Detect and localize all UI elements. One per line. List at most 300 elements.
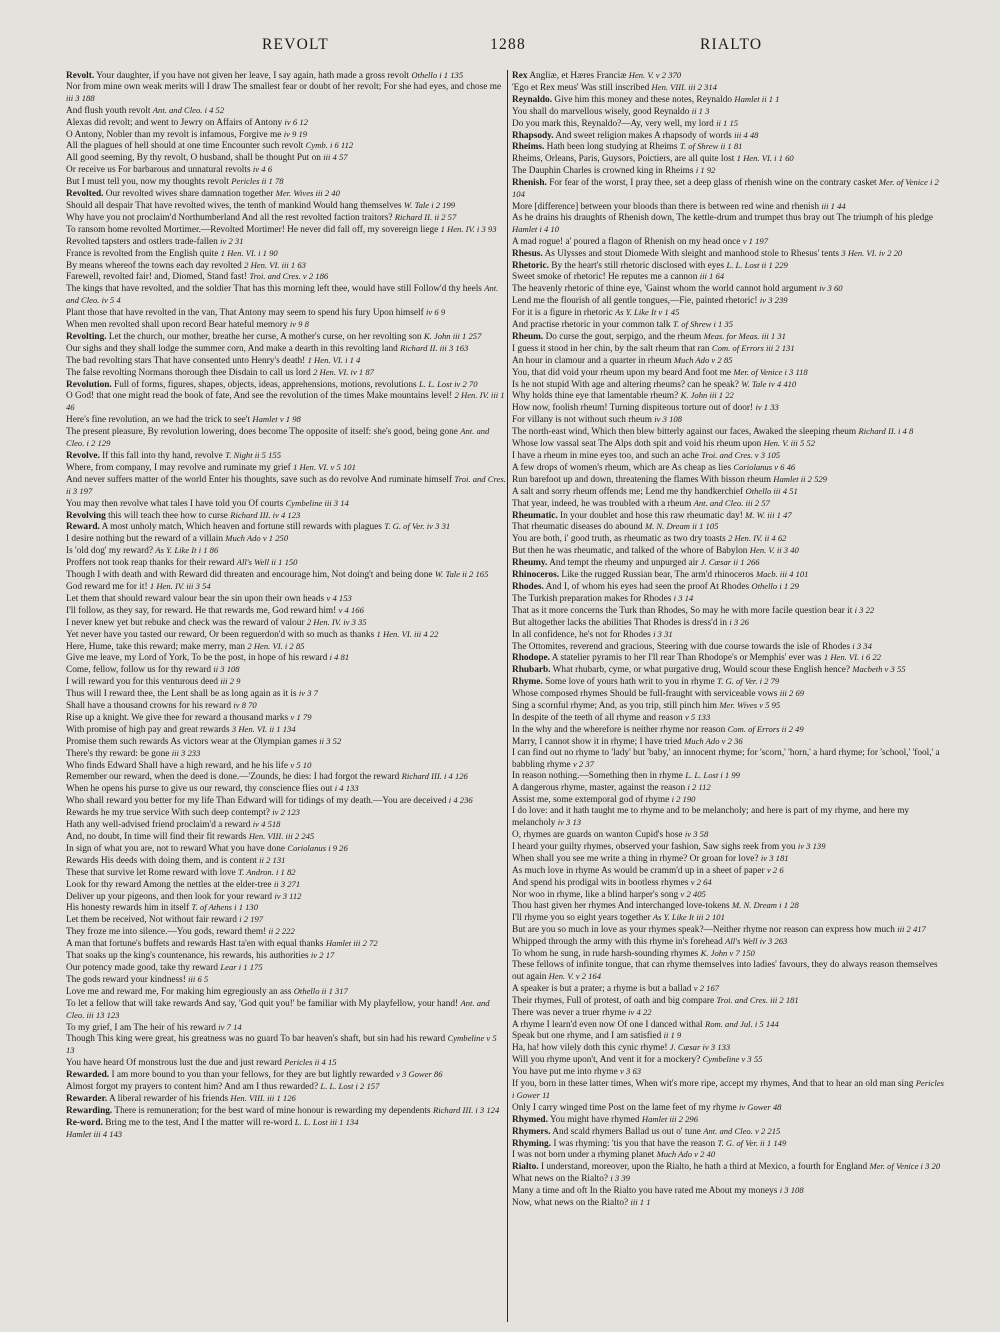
quotation-text: Remember our reward, when the deed is done.—'Zounds, he dies: I had forgot the reward [66,772,400,783]
headword: Revolted. [66,189,104,200]
quotation-entry [512,724,948,736]
play-reference: Macb. iii 4 101 [755,569,809,580]
quotation-entry [512,960,948,983]
quotation-entry [66,1033,506,1057]
play-reference: Hen. VIII. iii 2 245 [248,831,315,841]
headword-entry [66,510,506,522]
headword-entry [512,1138,948,1150]
running-head-right: RIALTO [700,36,763,53]
play-reference: All's Well ii 1 150 [236,557,298,568]
quotation-entry [66,343,506,355]
play-reference: All's Well iv 3 263 [725,936,788,947]
quotation-entry [512,1185,948,1197]
quotation-entry [66,688,506,700]
quotation-text: If this fall into thy hand, revolve [102,451,223,461]
play-reference: Troi. and Cres. ii 3 197 [66,473,506,496]
play-reference: Cymbeline iii 3 14 [285,497,349,508]
headword: Revolving [66,510,106,521]
quotation-text: Here's fine revolution, an we had the trick to see't [66,415,251,426]
play-reference: Hen. V. v 2 370 [628,70,682,80]
quotation-text: I will reward you for this venturous deed [66,677,219,688]
quotation-text: Assist me, some extemporal god of rhyme [512,795,670,806]
quotation-entry [66,248,506,260]
play-reference: Much Ado v 1 250 [225,533,289,544]
play-reference: ii 1 9 [663,1030,682,1041]
quotation-text: There's thy reward: be gone [66,748,170,759]
quotation-text: A rhyme I learn'd even now Of one I danced withal [512,1019,703,1030]
quotation-text: As much love in rhyme As would be cramm'd up in a sheet of paper [512,865,765,876]
play-reference: 2 Hen. VI. i 2 85 [247,640,305,651]
quotation-entry [66,307,506,319]
quotation-entry [512,307,948,319]
quotation-text: Let the church, our mother, breathe her curse, A mother's curse, on her revolting son [108,331,422,342]
quotation-text: Your daughter, if you have not given her leave, I say again, hath made a gross revolt [96,71,410,81]
play-reference: iii 3 188 [66,92,95,103]
quotation-text: A mad rogue! a' poured a flagon of Rhenish on my head once [512,236,741,247]
quotation-entry [66,129,506,141]
quotation-text: What rhubarb, cyme, or what purgative drug, Would scour these English hence? [552,665,851,676]
quotation-text: That year, indeed, he was troubled with a rheum [512,498,692,509]
play-reference: iv 7 14 [218,1021,242,1032]
quotation-entry [512,853,948,865]
quotation-text: Now, what news on the Rialto? [512,1198,629,1209]
quotation-text: And sweet religion makes A rhapsody of words [555,130,732,141]
quotation-entry [512,770,948,782]
play-reference: 2 Hen. IV. ii 4 62 [728,533,787,544]
play-reference: i 3 26 [729,616,749,627]
play-reference: 3 Hen. VI. iv 2 20 [841,247,903,258]
headword: Reynaldo. [512,94,553,105]
headword: Revolt. [66,71,95,81]
play-reference: Ant. and Cleo. iv 5 4 [66,283,499,306]
quotation-text: And spend his prodigal wits in bootless rhymes [512,877,689,888]
quotation-text: Our revolted wives share damnation together [105,189,274,200]
headword: Rhymers. [512,1126,551,1137]
play-reference: v 5 133 [684,711,711,722]
headword: Rhenish. [512,178,547,189]
quotation-text: Is 'old dog' my reward? [66,546,153,557]
play-reference: Mer. Wives iii 2 40 [275,188,340,199]
quotation-entry [66,617,506,629]
quotation-entry [512,462,948,474]
quotation-text: Lend me the flourish of all gentle tongues,—Fie, painted rhetoric! [512,296,758,307]
play-reference: W. Tale iv 4 410 [741,378,797,389]
headword: Rhubarb. [512,665,551,676]
quotation-entry [512,1066,948,1078]
play-reference: Ant. and Cleo. v 2 215 [703,1125,781,1136]
quotation-entry [512,877,948,889]
quotation-text: Almost forgot my prayers to content him? And am I thus rewarded? [66,1082,319,1093]
play-reference: Com. of Errors ii 2 49 [727,723,804,734]
play-reference: iv 3 181 [760,852,789,863]
play-reference: i 3 31 [653,628,673,639]
quotation-entry [66,283,506,307]
play-reference: i 4 236 [448,795,473,806]
quotation-entry [66,879,506,891]
quotation-text: Give me leave, my Lord of York, To be the post, in hope of his reward [66,653,328,664]
play-reference: Pericles i Gower 11 [512,1078,944,1100]
headword: Revolting. [66,331,107,342]
quotation-entry [512,782,948,794]
play-reference: Ant. and Cleo. i 2 129 [66,426,490,449]
play-reference: Hen. V. iii 5 52 [763,438,816,449]
headword-entry [512,94,948,106]
play-reference: Mer. of Venice i 3 118 [733,366,808,377]
headword: Rhodope. [512,653,550,664]
quotation-text: Plant those that have revolted in the van, That Antony may seem to spend his fury Upon himself [66,308,424,319]
quotation-entry [512,283,948,295]
quotation-text: The Ottomites, reverend and gracious, Steering with due course towards the isle of Rhodes [512,641,850,652]
play-reference: Richard II. i 4 8 [858,426,914,437]
quotation-entry [512,912,948,924]
headword: Rheumy. [512,558,548,569]
play-reference: Cymbeline v 3 55 [702,1054,763,1065]
play-reference: v 4 166 [338,604,364,615]
quotation-entry [512,367,948,379]
play-reference: J. Cæsar ii 1 266 [700,557,760,568]
quotation-entry [66,641,506,653]
quotation-text: That as it more concerns the Turk than Rhodes, So may he with more facile question bear it [512,605,853,616]
quotation-entry [512,379,948,391]
quotation-entry [512,889,948,901]
headword-entry [512,141,948,153]
play-reference: L. L. Lost iii 1 134 [294,1116,359,1127]
headword-entry [512,248,948,260]
quotation-text: There was never a truer rhyme [512,1007,626,1018]
play-reference: As Y. Like It iii 2 101 [652,912,725,923]
play-reference: i 2 112 [687,782,711,793]
quotation-entry [66,712,506,724]
play-reference: 1 Hen. VI. i 6 22 [823,652,881,663]
quotation-text: Come, fellow, follow us for thy reward [66,665,212,676]
headword: Rheumatic. [512,510,558,521]
quotation-text: But are you so much in love as your rhymes speak?—Neither rhyme nor reason can express how much [512,925,895,936]
quotation-text: You may then revolve what tales I have told you Of courts [66,498,284,509]
play-reference: v 1 197 [742,235,768,246]
column-divider [507,70,508,1322]
quotation-entry [66,462,506,474]
quotation-text: I was rhyming: 'tis you that have the reason [553,1138,716,1149]
quotation-text: A statelier pyramis to her I'll rear Than Rhodope's or Memphis' ever was [551,653,822,664]
quotation-entry [512,426,948,438]
quotation-text: Rheims, Orleans, Paris, Guysors, Poictiers, are all quite lost [512,154,735,165]
quotation-text: 'Ego et Rex meus' Was still inscribed [512,82,650,93]
play-reference: ii 3 52 [319,735,342,746]
quotation-entry [512,688,948,700]
play-reference: v 4 153 [326,592,352,603]
play-reference: Hamlet ii 2 529 [773,473,827,484]
quotation-text: Thus will I reward thee, the Lent shall be as long again as it is [66,689,297,700]
quotation-text: Their rhymes, Full of protest, of oath and big compare [512,995,715,1006]
headword-entry [66,1093,506,1105]
quotation-entry [66,855,506,867]
quotation-text: Promise them such rewards As victors wear at the Olympian games [66,736,317,747]
quotation-entry [66,783,506,795]
quotation-entry [512,1173,948,1185]
quotation-entry [66,1081,506,1093]
play-reference: Othello i 1 135 [411,70,464,80]
play-reference: Hen. VIII. iii 1 126 [230,1092,296,1103]
play-reference: iv 9 19 [283,128,308,139]
quotation-text: Love me and reward me, For making him egregiously an ass [66,986,292,997]
quotation-entry [66,164,506,176]
quotation-entry [512,1078,948,1102]
headword: Rhinoceros. [512,570,560,581]
quotation-text: In reason nothing.—Something then in rhyme [512,771,683,782]
quotation-text: Let them that should reward valour bear the sin upon their own heads [66,593,325,604]
quotation-text: The Turkish preparation makes for Rhodes [512,593,672,604]
play-reference: Much Ado v 2 85 [673,354,733,365]
quotation-entry [66,581,506,593]
quotation-entry [66,1022,506,1034]
headword: Rewarded. [66,1070,110,1081]
play-reference: Hamlet ii 1 1 [734,93,780,104]
quotation-text: Who finds Edward Shall have a high reward, and he his life [66,760,289,771]
quotation-text: Whose composed rhymes Should be full-fraught with serviceable vows [512,689,778,700]
quotation-text: I was not born under a rhyming planet [512,1150,655,1161]
quotation-text: I can find out no rhyme to 'lady' but 'baby,' an innocent rhyme; for 'scorn,' 'horn,' a hard rhyme; for 'school,' 'fool,' a babbling rhyme [512,747,940,770]
headword: Rhesus. [512,248,543,259]
quotation-entry [512,617,948,629]
quotation-text: And flush youth revolt [66,105,151,116]
quotation-text: The false revolting Normans thorough thee Disdain to call us lord [66,367,311,378]
quotation-text: Sing a scornful rhyme; And, as you trip, still pinch him [512,701,718,712]
play-reference: i 3 34 [852,640,872,651]
quotation-entry [66,533,506,545]
quotation-entry [512,924,948,936]
quotation-text: God reward me for it! [66,581,148,592]
quotation-entry [66,950,506,962]
quotation-text: Who shall reward you better for my life Than Edward will for tidings of my death.—You are deceived [66,796,447,807]
headword-entry [66,188,506,200]
quotation-entry [66,426,506,450]
quotation-entry [512,165,948,177]
play-reference: iii 6 5 [188,973,209,984]
headword: Reward. [66,522,100,533]
headword-entry [512,260,948,272]
quotation-text: They froze me into silence.—You gods, reward them! [66,927,267,938]
play-reference: iv 4 6 [252,164,273,175]
headword-entry [66,331,506,343]
headword-entry [512,652,948,664]
quotation-text: With promise of high pay and great rewards [66,724,230,735]
quotation-entry [512,1019,948,1031]
quotation-text: O, rhymes are guards on wanton Cupid's hose [512,830,683,840]
headword: Rewarder. [66,1093,108,1104]
quotation-text: I am more bound to you than your fellows, for they are but lightly rewarded [111,1070,394,1081]
quotation-text: Rise up a knight. We give thee for reward a thousand marks [66,712,289,723]
headword: Re-word. [66,1117,103,1128]
play-reference: Rom. and Jul. i 5 144 [704,1018,779,1029]
quotation-text: Though This king were great, his greatness was no guard To bar heaven's shaft, but sin had his reward [66,1034,446,1045]
play-reference: 1 Hen. VI. i 1 60 [736,153,794,164]
play-reference: ii 3 108 [213,664,240,675]
quotation-entry [512,1054,948,1066]
play-reference: iv 1 33 [755,402,779,413]
quotation-entry [512,736,948,748]
quotation-text: Look for thy reward Among the nettles at the elder-tree [66,879,272,890]
play-reference: T. Andron. i 1 82 [237,866,296,877]
quotation-entry [66,82,506,105]
quotation-text: Where, from company, I may revolve and ruminate my grief [66,462,291,473]
headword: Rewarding. [66,1105,113,1116]
headword: Rhyming. [512,1138,552,1149]
quotation-text: The present pleasure, By revolution lowering, does become The opposite of itself: she's good, being gone [66,427,458,438]
quotation-text: All the plagues of hell should at one time Encounter such revolt [66,141,304,152]
quotation-entry [66,843,506,855]
play-reference: Ant. and Cleo. iii 13 123 [66,997,490,1020]
play-reference: 1 Hen. VI. iii 4 22 [376,628,439,639]
quotation-entry [66,724,506,736]
quotation-text: You have heard Of monstrous lust the due and just reward [66,1058,282,1069]
play-reference: i 4 81 [329,652,350,663]
headword: Rheims. [512,142,545,153]
quotation-entry [512,995,948,1007]
play-reference: ii 2 222 [268,926,295,937]
play-reference: iv 3 139 [797,840,826,851]
quotation-entry [512,201,948,213]
quotation-entry [66,629,506,641]
quotation-text: And practise rhetoric in your common talk [512,320,671,331]
play-reference: Richard III. i 4 126 [401,771,468,782]
quotation-text: A liberal rewarder of his friends [109,1093,229,1104]
play-reference: iv Gower 48 [738,1101,782,1112]
quotation-entry [512,641,948,653]
quotation-entry [66,760,506,772]
quotation-entry [512,712,948,724]
quotation-text: Revolted tapsters and ostlers trade-fallen [66,236,218,247]
play-reference: As Y. Like It i 1 86 [155,545,219,556]
quotation-entry [66,319,506,331]
play-reference: iii 2 69 [779,688,805,699]
quotation-text: Whipped through the army with this rhyme in's forehead [512,937,723,948]
headword-entry [66,521,506,533]
quotation-text: Sweet smoke of rhetoric! He reputes me a cannon [512,272,698,283]
play-reference: Hamlet iii 2 72 [325,938,378,949]
play-reference: Much Ado v 2 36 [684,735,743,746]
quotation-entry [512,295,948,307]
quotation-entry [512,533,948,545]
headword: Rhyme. [512,677,543,688]
quotation-entry [66,271,506,283]
play-reference: iv 2 17 [310,950,335,961]
quotation-text: A few drops of women's rheum, which are As cheap as lies [512,462,732,473]
quotation-entry [66,569,506,581]
page-header [0,36,1000,58]
play-reference: i 3 14 [673,592,694,603]
quotation-entry [512,806,948,829]
play-reference: T. of Shrew i 1 35 [672,319,734,330]
headword-entry [66,70,506,82]
quotation-text: When men revolted shall upon record Bear hateful memory [66,320,288,331]
quotation-text: Let them be received, Not without fair reward [66,915,237,926]
quotation-text: Why holds thine eye that lamentable rheum? [512,391,679,402]
play-reference: J. Cæsar iv 3 133 [669,1042,731,1053]
quotation-text: A salt and sorry rheum offends me; Lend me thy handkerchief [512,486,744,497]
quotation-entry [66,117,506,129]
quotation-text: Should all despair That have revolted wives, the tenth of mankind Would hang themselves [66,200,402,211]
play-reference: Richard III. i 3 124 [432,1104,500,1115]
quotation-text: Yet never have you tasted our reward, Or been reguerdon'd with so much as thanks [66,629,375,640]
play-reference: v 2 405 [680,888,706,899]
play-reference: 2 Hen. VI. iv 1 87 [313,366,374,377]
quotation-entry [512,153,948,165]
quotation-text: There is remuneration; for the best ward of mine honour is rewarding my dependents [114,1105,431,1116]
play-reference: T. of Shrew ii 1 81 [679,141,743,152]
play-reference: i 3 22 [854,604,875,615]
play-reference: Troi. and Cres. iii 2 181 [716,994,799,1005]
quotation-text: this will teach thee how to curse [108,510,228,521]
play-reference: iii 3 233 [171,747,201,758]
headword-entry [512,569,948,581]
quotation-entry [66,795,506,807]
play-reference: As Y. Like It v 1 45 [615,307,680,318]
page-number: 1288 [490,36,526,53]
quotation-text: Angliæ, et Hæres Franciæ [529,71,627,81]
quotation-text: And, no doubt, In time will find their fit rewards [66,832,247,842]
quotation-entry [512,213,948,236]
play-reference: Pericles ii 4 15 [284,1057,337,1068]
quotation-text: You have put me into rhyme [512,1067,618,1078]
quotation-entry [512,1149,948,1161]
quotation-text: Hath been long studying at Rheims [546,142,678,153]
headword-entry [66,1069,506,1081]
quotation-entry [66,224,506,236]
quotation-entry [66,736,506,748]
play-reference: Hamlet i 4 10 [512,223,560,234]
play-reference: Pericles ii 1 78 [231,176,284,187]
quotation-text: Deliver up your pigeons, and then look for your reward [66,891,273,902]
play-reference: T. G. of Ver. iv 3 31 [384,521,451,532]
quotation-entry [66,355,506,367]
quotation-text: When he opens his purse to give us our reward, thy conscience flies out [66,784,333,795]
quotation-text: How now, foolish rheum! Turning dispiteous torture out of door! [512,403,754,414]
quotation-entry [512,236,948,248]
play-reference: i 1 92 [695,165,716,176]
play-reference: iv 4 22 [628,1006,652,1017]
quotation-entry [66,176,506,188]
quotation-entry [512,748,948,771]
play-reference: Mer. of Venice i 2 104 [512,177,939,200]
quotation-entry [512,450,948,462]
quotation-entry [66,891,506,903]
quotation-entry [512,319,948,331]
play-reference: v 3 Gower 86 [395,1069,443,1080]
play-reference: i 2 190 [671,794,696,805]
quotation-text: Farewell, revolted fair! and, Diomed, Stand fast! [66,272,247,283]
quotation-text: And scald rhymers Ballad us out o' tune [552,1126,701,1137]
quotation-entry [66,474,506,498]
quotation-entry [512,343,948,355]
right-column [512,70,948,1325]
quotation-entry [512,355,948,367]
quotation-text: Rewards His deeds with doing them, and is content [66,855,257,866]
play-reference: iv 2 123 [272,807,300,818]
play-reference: 1 Hen. IV. iii 3 54 [149,580,211,591]
headword-entry [512,581,948,593]
play-reference: T. of Athens i 1 130 [191,902,259,913]
headword: Revolution. [66,379,112,390]
quotation-text: The Dauphin Charles is crowned king in Rheims [512,166,694,177]
quotation-entry [66,926,506,938]
quotation-text: A dangerous rhyme, master, against the reason [512,783,686,794]
play-reference: iv 3 60 [819,283,843,294]
quotation-text: Speak but one rhyme, and I am satisfied [512,1031,662,1042]
play-reference: T. G. of Ver. i 2 79 [717,676,780,687]
headword-entry [512,557,948,569]
quotation-text: And tempt the rheumy and unpurged air [549,558,699,569]
quotation-text: A most unholy match, Which heaven and fortune still rewards with plagues [101,522,382,533]
